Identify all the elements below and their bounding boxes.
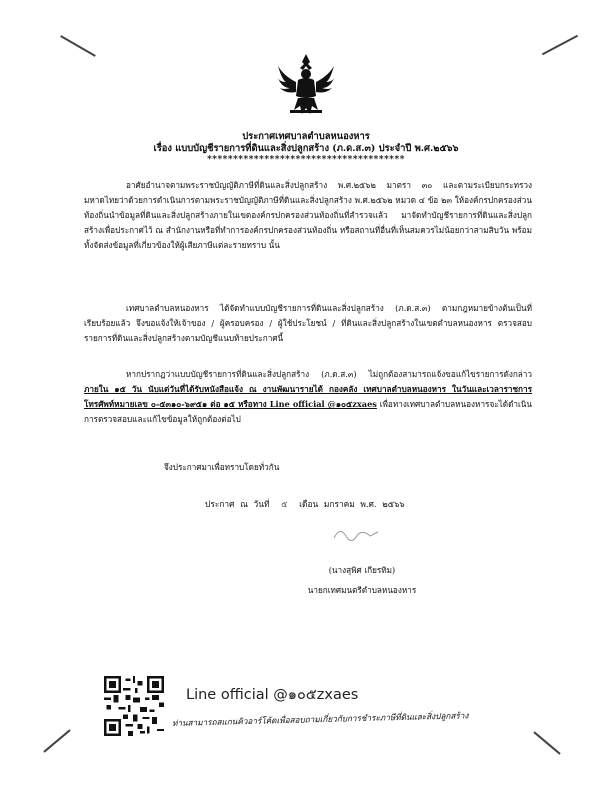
qr-instruction: ท่านสามารถสแกนคิวอาร์โค้ดเพื่อสอบถามเกี่ยวกับการชำระภาษีที่ดินและสิ่งปลูกสร้าง bbox=[171, 710, 469, 728]
qr-code-icon bbox=[104, 676, 164, 736]
announcement-date bbox=[205, 497, 405, 511]
scan-corner-mark bbox=[533, 731, 560, 754]
scan-corner-mark bbox=[43, 729, 70, 752]
paragraph-correction bbox=[84, 367, 532, 427]
paragraph-notice: เทศบาลตำบลหนองหาร ได้จัดทำแบบบัญชีรายการที่ดินและสิ่งปลูกสร้าง (ภ.ด.ส.๓) ตามกฎหมายข้างต้นเป็นที่เรียบร้อยแล้ว จึงขอแจ้งให้เจ้าของ / ผู้ครอบครอง / ผู้ใช้ประโยชน์ / ที่ดินและสิ่งปลูกสร้างในเขตตำบลหนองหาร ตรวจสอบรายการที่ดินและสิ่งปลูกสร้างตามบัญชีแนบท้ายประกาศนี้ bbox=[84, 303, 532, 343]
closing-line: จึงประกาศมาเพื่อทราบโดยทั่วกัน bbox=[164, 462, 280, 472]
subject-line: เรื่อง แบบบัญชีรายการที่ดินและสิ่งปลูกสร้าง (ภ.ด.ส.๓) ประจำปี พ.ศ.๒๕๖๖ bbox=[153, 143, 459, 154]
scan-corner-mark bbox=[542, 35, 578, 56]
correction-deadline-contact: ภายใน ๑๕ วัน นับแต่วันที่ได้รับหนังสือแจ้ง ณ งานพัฒนารายได้ กองคลัง เทศบาลตำบลหนองหาร ในวันและเวลาราชการ โทรศัพท์หมายเลข ๐-๕๓๑๐-๖๙๕๑ ต่อ ๑๕ หรือทาง Line official @๑๐๕zxaes bbox=[84, 384, 532, 409]
signer-position: นายกเทศมนตรีตำบลหนองหาร bbox=[307, 585, 417, 595]
announcement-title: ประกาศเทศบาลตำบลหนองหาร bbox=[242, 131, 370, 142]
date-prefix: ประกาศ ณ วันที่ bbox=[205, 499, 270, 509]
line-official-id: Line official @๑๐๕zxaes bbox=[186, 687, 359, 703]
paragraph-authority: อาศัยอำนาจตามพระราชบัญญัติภาษีที่ดินและสิ่งปลูกสร้าง พ.ศ.๒๕๖๒ มาตรา ๓๐ และตามระเบียบกระทรวงมหาดไทยว่าด้วยการดำเนินการตามพระราชบัญญัติภาษีที่ดินและสิ่งปลูกสร้าง พ.ศ.๒๕๖๒ หมวด ๔ ข้อ ๒๓ ให้องค์กรปกครองส่วนท้องถิ่นนำข้อมูลที่ดินและสิ่งปลูกสร้างภายในเขตองค์กรปกครองส่วนท้องถิ่นที่สำรวจแล้ว มาจัดทำบัญชีรายการที่ดินและสิ่งปลูกสร้างเพื่อประกาศไว้ ณ สำนักงานหรือที่ทำการองค์กรปกครองส่วนท้องถิ่น หรือสถานที่อื่นที่เห็นสมควรไม่น้อยกว่าสามสิบวัน พร้อมทั้งจัดส่งข้อมูลที่เกี่ยวข้องให้ผู้เสียภาษีแต่ละรายทราบ นั้น bbox=[84, 180, 532, 250]
signer-name: (นางสุพิศ เกียรทิม) bbox=[328, 565, 396, 575]
date-day: ๕ bbox=[281, 499, 288, 509]
paragraph-correction-intro: หากปรากฏว่าแบบบัญชีรายการที่ดินและสิ่งปลูกสร้าง (ภ.ด.ส.๓) ไม่ถูกต้องสามารถแจ้งขอแก้ไขรายการดังกล่าว bbox=[126, 369, 532, 379]
signature-scribble bbox=[330, 520, 382, 546]
paragraph-correction-end: เพื่อทางเทศบาลตำบลหนองหารจะได้ดำเนินการตรวจสอบและแก้ไขข้อมูลให้ถูกต้องต่อไป bbox=[84, 399, 532, 424]
date-suffix: เดือน มกราคม พ.ศ. ๒๕๖๖ bbox=[299, 499, 405, 509]
garuda-emblem-icon bbox=[276, 52, 336, 116]
signature-block bbox=[262, 560, 462, 600]
star-divider: ************************************** bbox=[207, 155, 405, 165]
scan-corner-mark bbox=[60, 35, 96, 57]
